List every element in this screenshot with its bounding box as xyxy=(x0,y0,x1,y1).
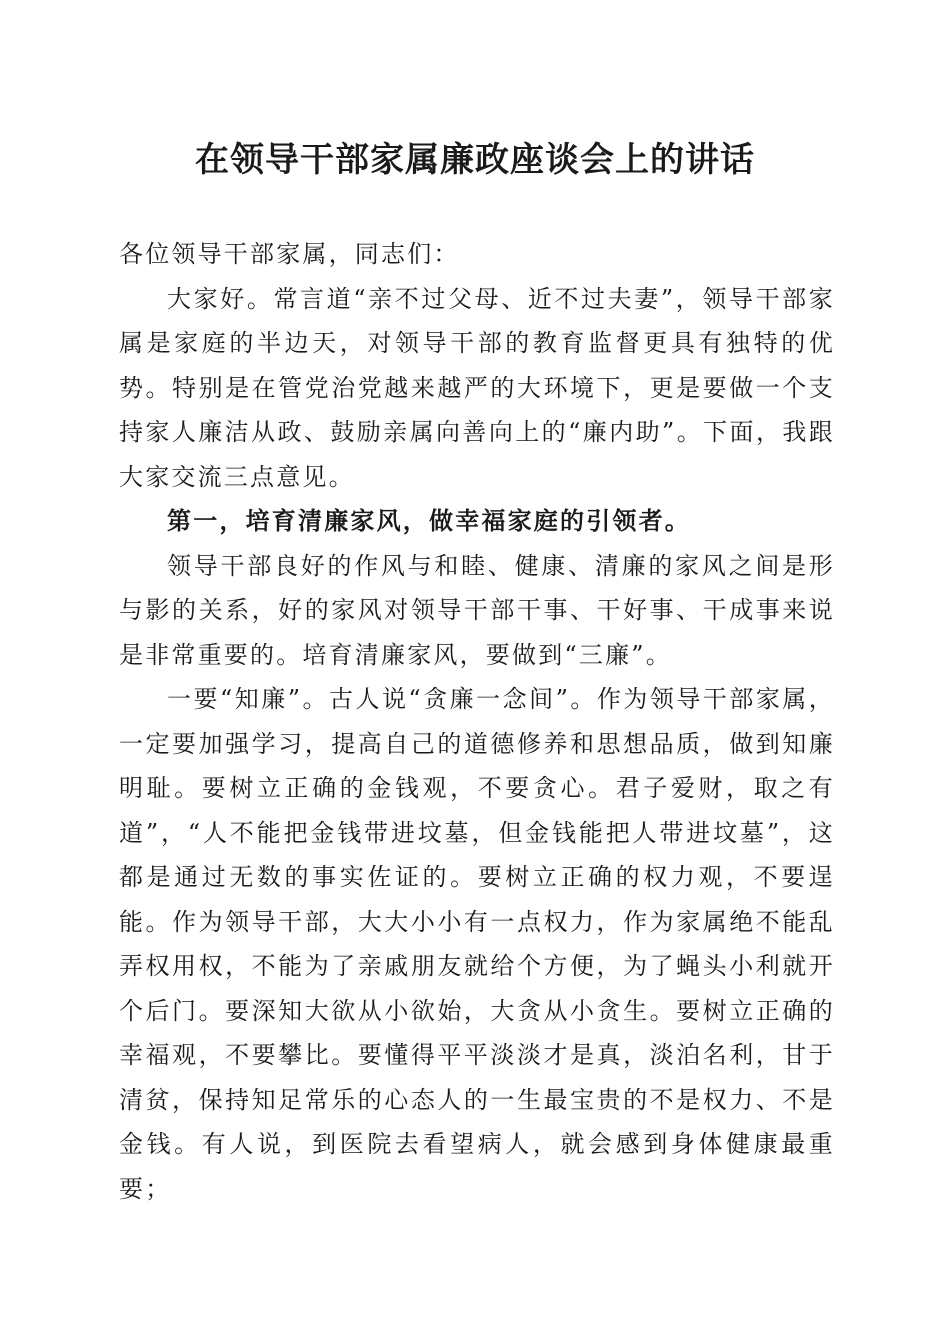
paragraph-know-integrity: 一要“知廉”。古人说“贪廉一念间”。作为领导干部家属，一定要加强学习，提高自己的道德修养和思想品质，做到知廉明耻。要树立正确的金钱观，不要贪心。君子爱财，取之有道”，“人不能把金钱带进坟墓，但金钱能把人带进坟墓”，这都是通过无数的事实佐证的。要树立正确的权力观，不要逞能。作为领导干部，大大小小有一点权力，作为家属绝不能乱弄权用权，不能为了亲戚朋友就给个方便，为了蝇头小利就开个后门。要深知大欲从小欲始，大贪从小贪生。要树立正确的幸福观，不要攀比。要懂得平平淡淡才是真，淡泊名利，甘于清贫，保持知足常乐的心态人的一生最宝贵的不是权力、不是金钱。有人说，到医院去看望病人，就会感到身体健康最重要； xyxy=(119,685,835,1203)
document-body xyxy=(119,232,835,1211)
document-title: 在领导干部家属廉政座谈会上的讲话 xyxy=(195,140,755,180)
greeting-line: 各位领导干部家属，同志们： xyxy=(119,240,460,268)
paragraph-family-style: 领导干部良好的作风与和睦、健康、清廉的家风之间是形与影的关系，好的家风对领导干部干事、干好事、干成事来说是非常重要的。培育清廉家风，要做到“三廉”。 xyxy=(119,551,835,669)
paragraph-intro: 大家好。常言道“亲不过父母、近不过夫妻”，领导干部家属是家庭的半边天，对领导干部的教育监督更具有独特的优势。特别是在管党治党越来越严的大环境下，更是要做一个支持家人廉洁从政、鼓励亲属向善向上的“廉内助”。下面，我跟大家交流三点意见。 xyxy=(119,284,835,491)
section-heading-1: 第一，培育清廉家风，做幸福家庭的引领者。 xyxy=(167,506,691,535)
